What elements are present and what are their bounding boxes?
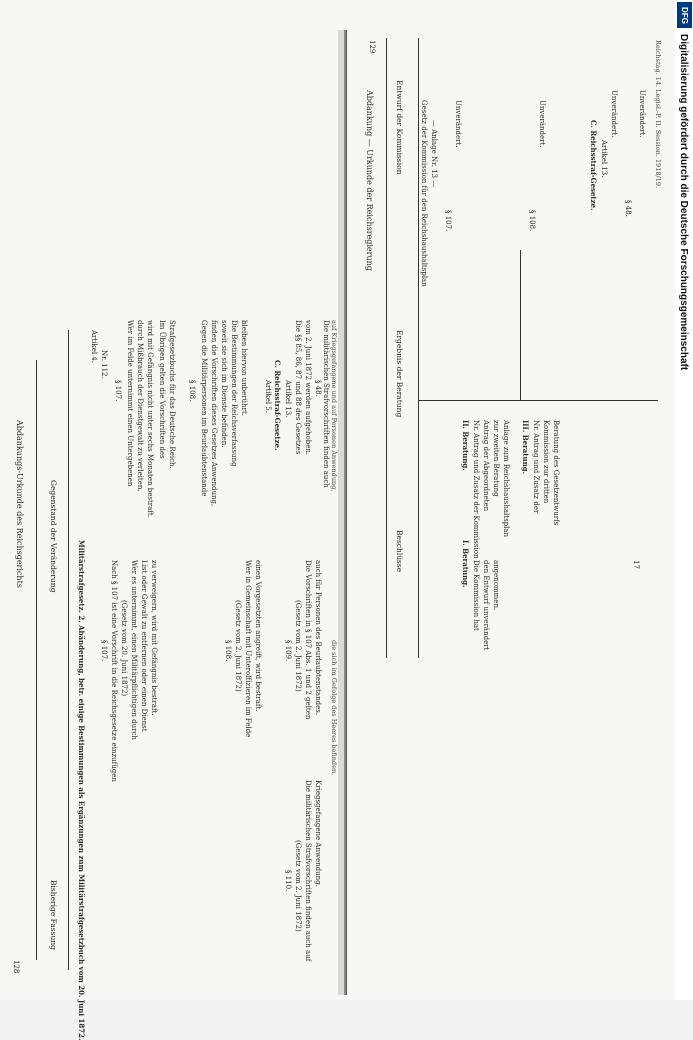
text-line: angenommen.: [492, 560, 500, 611]
text-line: § 109.: [284, 640, 292, 662]
text-line: — Anlage Nr. 13 —: [430, 120, 438, 188]
text-line: Im Übrigen gelten die Vorschriften des: [158, 320, 166, 459]
text-line: III. Beratung.: [521, 420, 530, 475]
text-line: Die Vorschriften in § 107 Abs. 1 und 2 gelten: [304, 560, 312, 720]
text-line: § 107.: [100, 640, 108, 662]
text-line: Wer im Felde unternimmt einen Untergebenen: [126, 320, 134, 487]
text-line: Reichstag. 14. Legisl.-P. II. Session. 1918/19.: [654, 40, 662, 189]
right-col-head-far: Beschlüsse: [395, 530, 404, 573]
text-line: II. Beratung.: [461, 420, 470, 471]
dfg-logo-text: DFG: [680, 6, 690, 24]
text-line: Nr. Antrag und Zusatz der: [532, 420, 540, 514]
text-line: Artikel 4.: [90, 330, 98, 363]
text-line: § 110.: [284, 870, 292, 892]
text-line: (Gesetz vom 2. Juni 1872): [234, 600, 242, 692]
text-line: zu verweigern, wird mit Gefängnis bestraft.: [150, 560, 158, 716]
right-page-number: 129: [368, 40, 376, 54]
text-line: § 107.: [114, 380, 122, 402]
digitization-banner: [675, 0, 693, 1000]
text-line: Artikel 13.: [284, 380, 292, 418]
text-line: auf Kriegsgefangene und auf Personen Anwendung,: [330, 320, 338, 492]
text-line: § 108.: [224, 640, 232, 662]
right-col-head-left: Entwurf der Kommission: [395, 80, 404, 175]
text-line: Kommission zur dritten: [542, 420, 550, 504]
text-line: § 107.: [444, 210, 452, 232]
text-line: vom 2. Juni 1872 werden aufgehoben.: [304, 320, 312, 456]
text-line: (Gesetz vom 2. Juni 1872): [294, 600, 302, 692]
text-line: I. Beratung.: [461, 540, 470, 588]
text-line: C. Reichsstraf-Gesetze.: [589, 120, 598, 211]
text-line: die sich im Gefolge des Heeres befinden.: [330, 640, 338, 776]
dfg-logo: [677, 2, 692, 28]
left-page-number: 128: [12, 960, 20, 974]
text-line: Unverändert.: [610, 90, 618, 138]
text-line: Artikel 13.: [600, 140, 608, 178]
text-line: Antrag der Abgeordneten: [482, 420, 490, 512]
text-line: Gesetz der Kommission für den Reichshaushaltsplan: [420, 100, 428, 287]
left-head-rule: [36, 360, 37, 960]
text-line: Die Kommission hat: [472, 560, 480, 631]
left-mid-head: Gegenstand der Veränderung: [49, 480, 58, 593]
text-line: C. Reichsstraf-Gesetze.: [273, 360, 282, 451]
text-line: bleiben hiervon unberührt.: [240, 320, 248, 416]
text-line: Unverändert.: [454, 100, 462, 148]
text-line: Anlage zum Reichshaushaltsplan: [502, 420, 510, 538]
right-inner-rule: [520, 250, 521, 400]
text-line: Artikel 5.: [264, 380, 272, 413]
text-line: Kriegsgefangene Anwendung.: [314, 780, 322, 887]
text-line: Nr. 112.: [100, 350, 108, 379]
right-bottom-marker: 17: [632, 560, 640, 569]
text-line: (Gesetz vom 2. Juni 1872): [294, 840, 302, 932]
text-line: Strafgesetzbuchs für das Deutsche Reich.: [168, 320, 176, 469]
text-line: Unverändert.: [638, 90, 646, 138]
text-line: (Gesetz vom 20. Juni 1872): [120, 600, 128, 697]
text-line: Wer es unternimmt, einen Militärpflichtigen durch: [130, 560, 138, 740]
text-line: Die §§ 85, 86, 87 und 88 des Gesetzes: [294, 320, 302, 455]
text-line: einen Vorgesetzten angreift, wird bestraft.: [254, 560, 262, 712]
left-col-rule: [68, 330, 69, 970]
left-col-head: Bisherige Fassung: [49, 880, 58, 950]
gutter-shadow: [338, 30, 346, 995]
text-line: § 108.: [528, 210, 536, 232]
text-line: Militärstrafgesetz. 2. Abänderung, betr. einige Bestimmungen als Ergänzungen zum Militärstrafgesetzbuch vom 20. Juni 1872.: [77, 540, 86, 1040]
text-line: Wer in Gemeinschaft mit Unteroffizieren im Felde: [244, 560, 252, 738]
text-line: Beratung des Gesetzentwurfs: [552, 420, 560, 526]
text-line: Nr. Antrag und Zusatz der Kommission: [472, 420, 480, 559]
text-line: soweit sie sich im Dienste befinden.: [220, 320, 228, 448]
text-line: § 48.: [314, 380, 322, 397]
text-line: Gegen die Militärpersonen im Beurlaubtenstande: [200, 320, 208, 497]
text-line: § 108.: [188, 380, 196, 402]
text-line: durch Mißbrauch der Dienstgewalt zu verleiten,: [136, 320, 144, 492]
text-line: Die militärischen Strafvorschriften finden auch: [322, 320, 330, 488]
text-line: List oder Gewalt zu entfernen oder einen Dienst: [140, 560, 148, 732]
text-line: § 48.: [624, 200, 632, 217]
text-line: zur zweiten Beratung: [492, 420, 500, 497]
right-col-head-right: Ergebnis der Beratung: [395, 330, 404, 418]
text-line: den Entwurf unverändert: [482, 560, 490, 651]
text-line: Die militärischen Strafvorschriften finden auch auf: [304, 780, 312, 962]
text-line: Nach § 107 ist eine Vorschrift in die Reichsgesetze einzufügen: [110, 560, 118, 782]
text-line: finden die Vorschriften dieses Gesetzes Anwendung,: [210, 320, 218, 507]
digitization-notice: Digitalisierung gefördert durch die Deutsche Forschungsgemeinschaft: [678, 34, 689, 371]
text-line: Die Bestimmungen der Reichsverfassung: [230, 320, 238, 467]
right-running-head: Abdankung — Urkunde der Reichsregierung: [365, 90, 374, 271]
left-running-head: Abdankungs-Urkunde des Reichsgerichts: [15, 420, 24, 588]
text-line: Unverändert.: [538, 100, 546, 148]
text-line: wird mit Gefängnis nicht unter sechs Monaten bestraft.: [146, 320, 154, 518]
right-head-rule: [386, 38, 387, 658]
text-line: auch für Personen des Beurlaubtenstandes.: [314, 560, 322, 716]
right-table-rule: [418, 400, 658, 401]
